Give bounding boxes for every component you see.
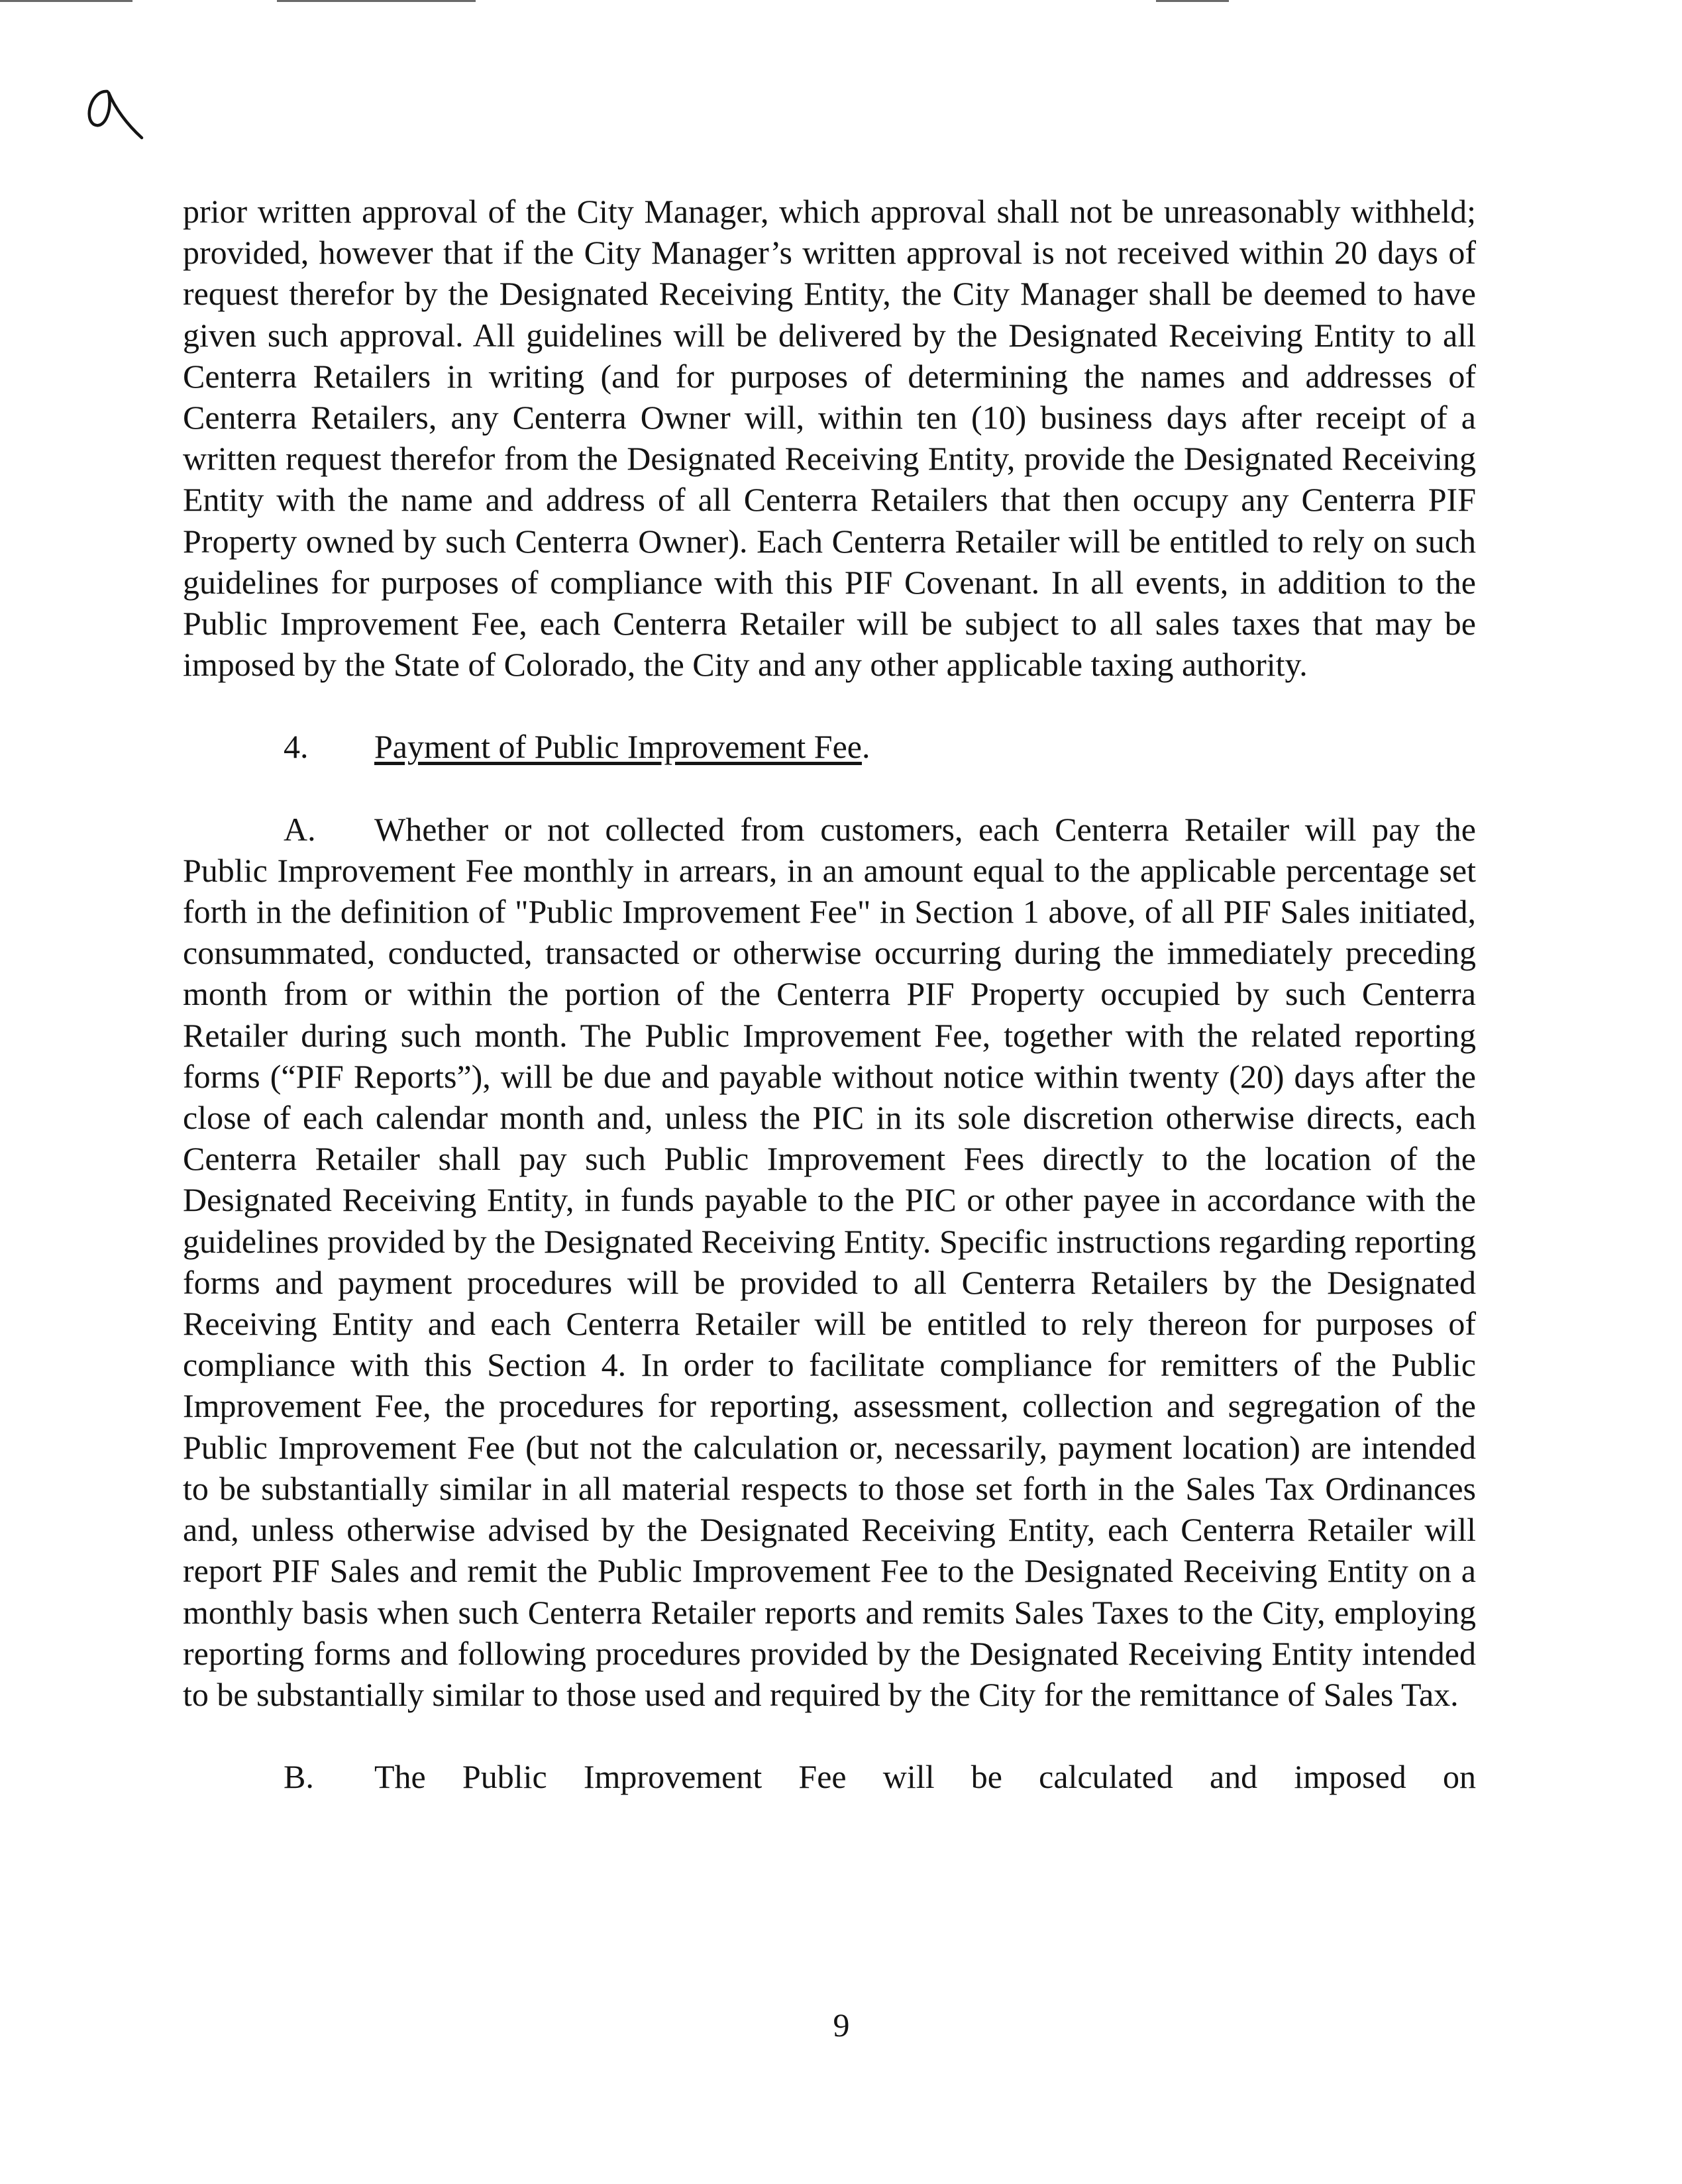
section-4-heading bbox=[183, 726, 1476, 767]
subsection-b bbox=[183, 1756, 1476, 1797]
subsection-b-word: imposed bbox=[1294, 1758, 1406, 1796]
section-4-title: Payment of Public Improvement Fee bbox=[374, 728, 862, 766]
subsection-a bbox=[183, 809, 1476, 1715]
subsection-b-word: calculated bbox=[1039, 1758, 1173, 1796]
subsection-b-word: Improvement bbox=[583, 1758, 762, 1796]
paragraph-intro: prior written approval of the City Manager, which approval shall not be unreasonably withheld; provided, however that if the City Manager’s written approval is not received within 20 days of request therefor by the Designated Receiving Entity, the City Manager shall be deemed to have given such approval. All guidelines will be delivered by the Designated Receiving Entity to all Centerra Retailers in writing (and for purposes of determining the names and addresses of Centerra Retailers, any Centerra Owner will, within ten (10) business days after receipt of a written request therefor from the Designated Receiving Entity, provide the Designated Receiving Entity with the name and address of all Centerra Retailers that then occupy any Centerra PIF Property owned by such Centerra Owner). Each Centerra Retailer will be entitled to rely on such guidelines for purposes of compliance with this PIF Covenant. In all events, in addition to the Public Improvement Fee, each Centerra Retailer will be subject to all sales taxes that may be imposed by the State of Colorado, the City and any other applicable taxing authority. bbox=[183, 193, 1476, 684]
handwritten-mark bbox=[78, 78, 151, 151]
subsection-a-text: Whether or not collected from customers, each Centerra Retailer will pay the Public Improvement Fee monthly in arrears, in an amount equal to the applicable percentage set forth in the definition of "Public Improvement Fee" in Section 1 above, of all PIF Sales initiated, consummated, conducted, transacted or otherwise occurring during the immediately preceding month from or within the portion of the Centerra PIF Property occupied by such Centerra Retailer during such month. The Public Improvement Fee, together with the related reporting forms (“PIF Reports”), will be due and payable without notice within twenty (20) days after the close of each calendar month and, unless the PIC in its sole discretion otherwise directs, each Centerra Retailer shall pay such Public Improvement Fees directly to the location of the Designated Receiving Entity, in funds payable to the PIC or other payee in accordance with the guidelines provided by the Designated Receiving Entity. Specific instructions regarding reporting forms and payment procedures will be provided to all Centerra Retailers by the Designated Receiving Entity and each Centerra Retailer will be entitled to rely thereon for purposes of compliance with this Section 4. In order to facilitate compliance for remitters of the Public Improvement Fee, the procedures for reporting, assessment, collection and segregation of the Public Improvement Fee (but not the calculation or, necessarily, payment location) are intended to be substantially similar in all material respects to those set forth in the Sales Tax Ordinances and, unless otherwise advised by the Designated Receiving Entity, each Centerra Retailer will report PIF Sales and remit the Public Improvement Fee to the Designated Receiving Entity on a monthly basis when such Centerra Retailer reports and remits Sales Taxes to the City, employing reporting forms and following procedures provided by the Designated Receiving Entity intended to be substantially similar to those used and required by the City for the remittance of Sales Tax. bbox=[183, 810, 1476, 1713]
subsection-b-word: The bbox=[374, 1758, 426, 1796]
scan-artifact-right bbox=[1156, 0, 1229, 2]
subsection-b-word: will bbox=[882, 1758, 935, 1796]
scan-artifact-center bbox=[277, 0, 476, 2]
subsection-b-label: B. bbox=[284, 1758, 314, 1796]
subsection-b-word: Public bbox=[462, 1758, 547, 1796]
subsection-b-text bbox=[374, 1756, 1476, 1797]
subsection-b-word: and bbox=[1209, 1758, 1258, 1796]
subsection-a-label: A. bbox=[284, 810, 316, 848]
scan-artifact-left bbox=[0, 0, 132, 2]
document-body bbox=[183, 191, 1476, 1797]
section-4-title-suffix: . bbox=[861, 728, 870, 766]
subsection-b-word: on bbox=[1442, 1758, 1476, 1796]
section-4-number: 4. bbox=[284, 728, 309, 766]
subsection-b-word: Fee bbox=[798, 1758, 847, 1796]
page-number: 9 bbox=[833, 2006, 850, 2044]
subsection-b-word: be bbox=[971, 1758, 1002, 1796]
